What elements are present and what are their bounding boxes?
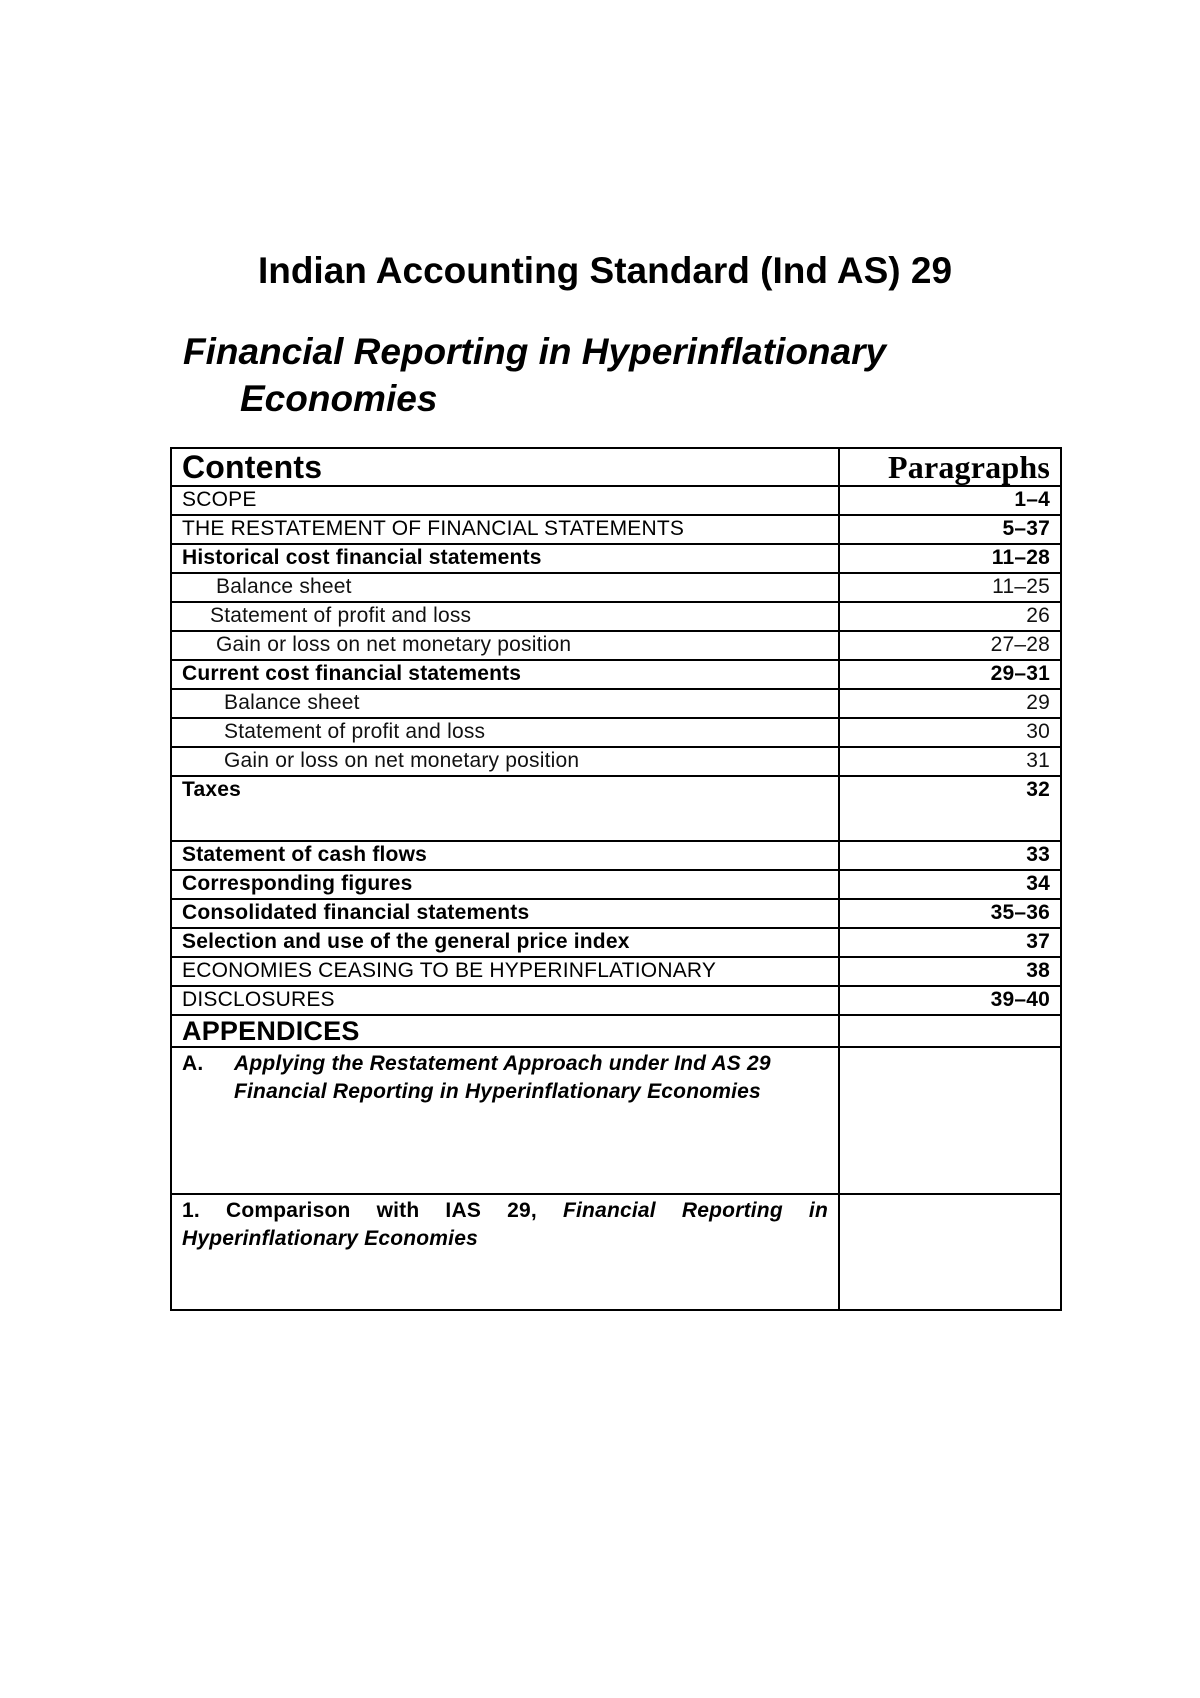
table-row xyxy=(171,544,1061,573)
row-paragraphs: 27–28 xyxy=(839,631,1061,660)
paragraphs-header: Paragraphs xyxy=(839,448,1061,486)
appendices-paragraphs-cell xyxy=(839,1015,1061,1047)
row-paragraphs: 33 xyxy=(839,841,1061,870)
row-label: Corresponding figures xyxy=(171,870,839,899)
row-paragraphs: 29 xyxy=(839,689,1061,718)
row-label: THE RESTATEMENT OF FINANCIAL STATEMENTS xyxy=(171,515,839,544)
row-label: SCOPE xyxy=(171,486,839,515)
table-row xyxy=(171,515,1061,544)
row-paragraphs: 5–37 xyxy=(839,515,1061,544)
table-row xyxy=(171,631,1061,660)
contents-header: Contents xyxy=(171,448,839,486)
contents-table xyxy=(170,447,1062,1311)
row-paragraphs: 34 xyxy=(839,870,1061,899)
row-label: Statement of profit and loss xyxy=(171,718,839,747)
table-row xyxy=(171,689,1061,718)
row-paragraphs: 1–4 xyxy=(839,486,1061,515)
table-row xyxy=(171,573,1061,602)
row-paragraphs: 30 xyxy=(839,718,1061,747)
appendix-a-title: Applying the Restatement Approach under Ind AS 29 Financial Reporting in Hyperinflationary Economies xyxy=(234,1052,771,1103)
table-header-row xyxy=(171,448,1061,486)
comparison-title: Financial Reporting in Hyperinflationary Economies xyxy=(182,1199,828,1250)
row-label: Historical cost financial statements xyxy=(171,544,839,573)
row-label: Statement of profit and loss xyxy=(171,602,839,631)
comparison-paragraphs-cell xyxy=(839,1194,1061,1310)
row-label: Gain or loss on net monetary position xyxy=(171,631,839,660)
row-label: Statement of cash flows xyxy=(171,841,839,870)
row-label: Consolidated financial statements xyxy=(171,899,839,928)
row-paragraphs: 11–25 xyxy=(839,573,1061,602)
page-subtitle xyxy=(183,328,1003,422)
row-paragraphs: 32 xyxy=(839,776,1061,841)
comparison-row xyxy=(171,1194,1061,1310)
table-row xyxy=(171,602,1061,631)
row-label: Balance sheet xyxy=(171,689,839,718)
appendix-a-letter: A. xyxy=(182,1052,204,1075)
row-label: Taxes xyxy=(171,776,839,841)
table-row xyxy=(171,660,1061,689)
table-row xyxy=(171,986,1061,1015)
subtitle-line-2: Economies xyxy=(240,378,438,419)
row-paragraphs: 39–40 xyxy=(839,986,1061,1015)
row-paragraphs: 38 xyxy=(839,957,1061,986)
page-title: Indian Accounting Standard (Ind AS) 29 xyxy=(257,250,953,291)
appendices-row xyxy=(171,1015,1061,1047)
comparison-prefix: 1. Comparison with IAS 29, xyxy=(182,1199,537,1222)
table-row xyxy=(171,957,1061,986)
row-paragraphs: 37 xyxy=(839,928,1061,957)
table-row xyxy=(171,486,1061,515)
row-label: Selection and use of the general price index xyxy=(171,928,839,957)
table-row xyxy=(171,870,1061,899)
row-paragraphs: 11–28 xyxy=(839,544,1061,573)
row-paragraphs: 31 xyxy=(839,747,1061,776)
table-row xyxy=(171,776,1061,841)
row-label: Current cost financial statements xyxy=(171,660,839,689)
comparison-cell xyxy=(171,1194,839,1310)
appendix-a-paragraphs-cell xyxy=(839,1047,1061,1194)
row-label: Gain or loss on net monetary position xyxy=(171,747,839,776)
row-paragraphs: 29–31 xyxy=(839,660,1061,689)
subtitle-line-1: Financial Reporting in Hyperinflationary xyxy=(183,331,887,372)
row-label: Balance sheet xyxy=(171,573,839,602)
appendix-a-cell xyxy=(171,1047,839,1194)
row-paragraphs: 26 xyxy=(839,602,1061,631)
row-paragraphs: 35–36 xyxy=(839,899,1061,928)
table-row xyxy=(171,718,1061,747)
table-row xyxy=(171,899,1061,928)
table-row xyxy=(171,841,1061,870)
appendix-a-row xyxy=(171,1047,1061,1194)
table-row xyxy=(171,928,1061,957)
row-label: ECONOMIES CEASING TO BE HYPERINFLATIONARY xyxy=(171,957,839,986)
row-label: DISCLOSURES xyxy=(171,986,839,1015)
appendices-label: APPENDICES xyxy=(171,1015,839,1047)
table-row xyxy=(171,747,1061,776)
